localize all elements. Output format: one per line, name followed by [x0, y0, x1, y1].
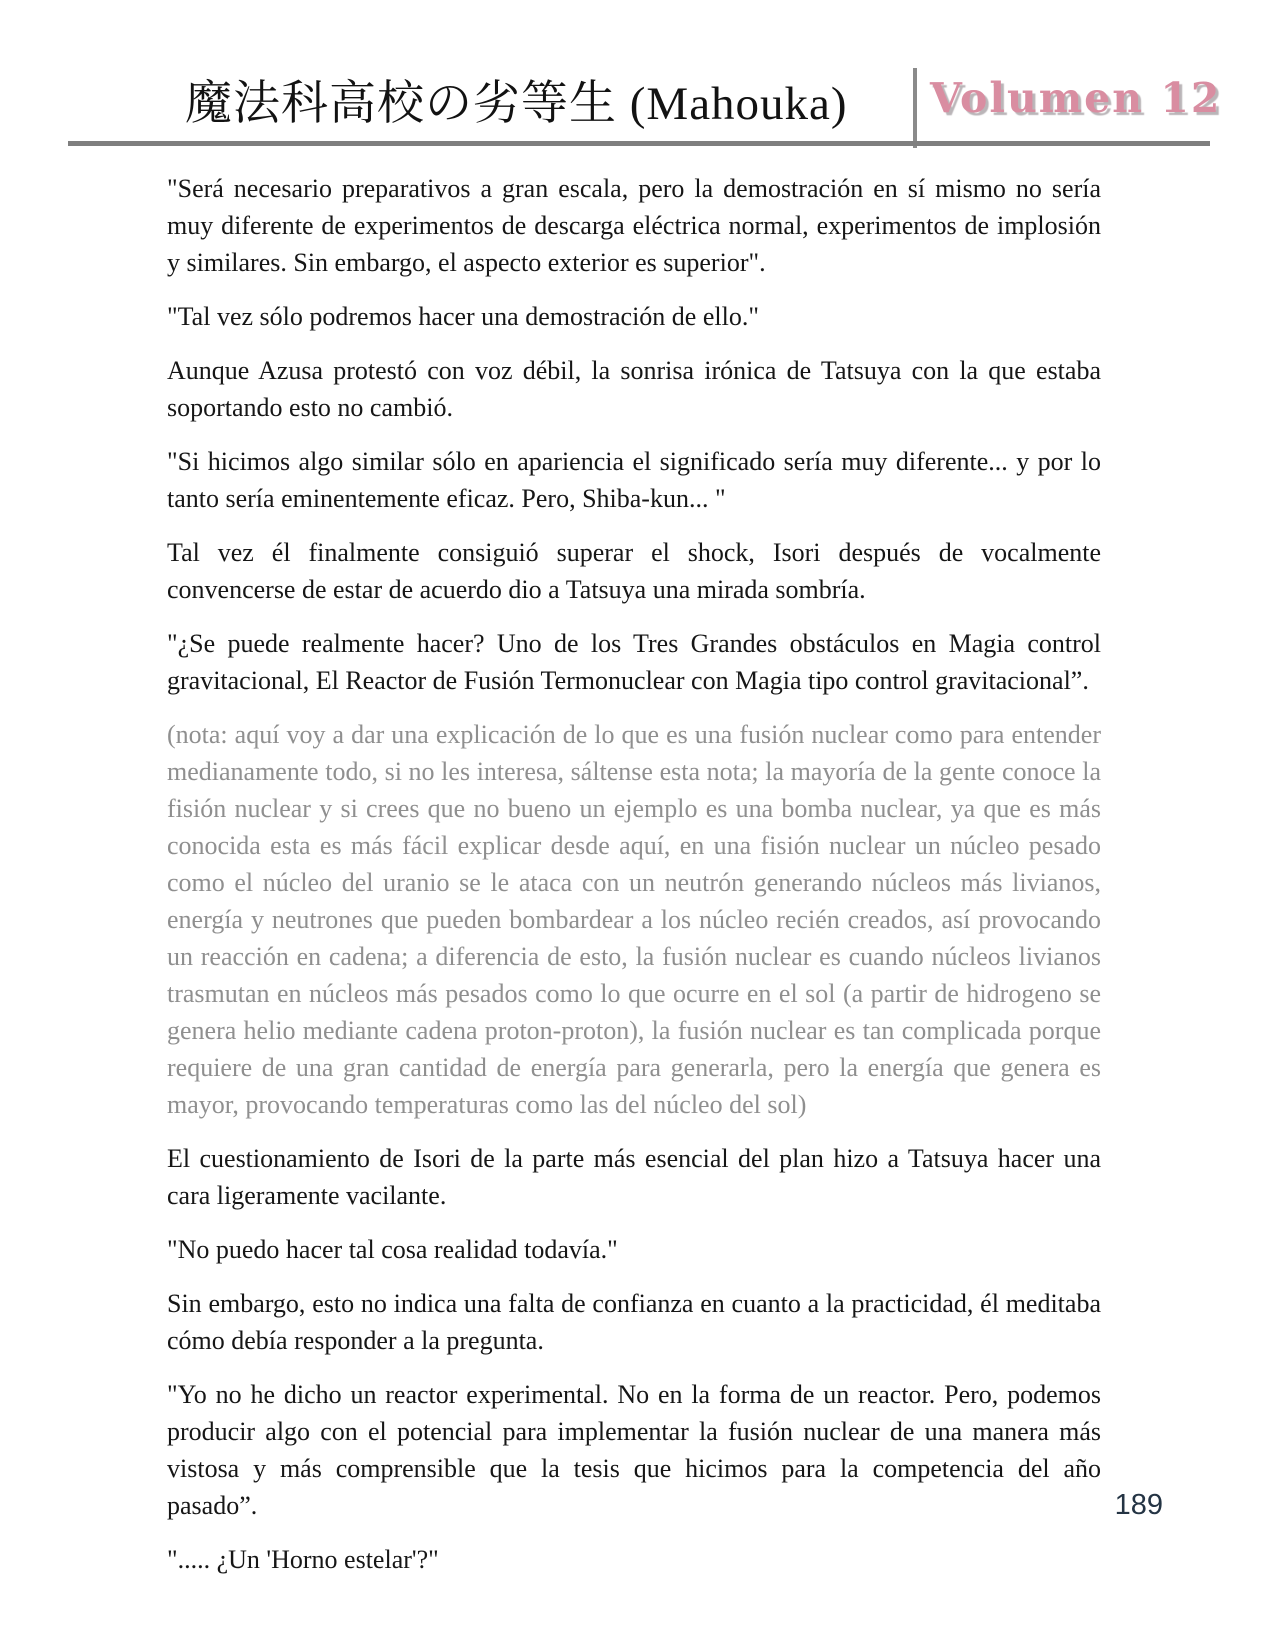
body-paragraph: "Será necesario preparativos a gran escala, pero la demostración en sí mismo no sería muy diferente de experimentos de descarga eléctrica normal, experimentos de implosión y similares. Sin embargo, el aspecto exterior es superior". [167, 174, 1101, 277]
volume-label: Volumen 12 [930, 74, 1222, 122]
body-paragraph: "No puedo hacer tal cosa realidad todavía." [167, 1235, 618, 1264]
header-divider [913, 68, 917, 148]
body-paragraph: "Tal vez sólo podremos hacer una demostración de ello." [167, 302, 759, 331]
body-paragraph: "..... ¿Un 'Horno estelar'?" [167, 1545, 439, 1574]
page-title: 魔法科高校の劣等生 (Mahouka) [185, 78, 848, 130]
body-paragraph: Aunque Azusa protestó con voz débil, la sonrisa irónica de Tatsuya con la que estaba soportando esto no cambió. [167, 356, 1101, 422]
document-body [167, 170, 1101, 1595]
body-paragraph: "¿Se puede realmente hacer? Uno de los Tres Grandes obstáculos en Magia control gravitacional, El Reactor de Fusión Termonuclear con Magia tipo control gravitacional”. [167, 629, 1101, 695]
page-number: 189 [1114, 1489, 1163, 1521]
header-rule [68, 141, 1210, 146]
body-paragraph: El cuestionamiento de Isori de la parte más esencial del plan hizo a Tatsuya hacer una cara ligeramente vacilante. [167, 1144, 1101, 1210]
translator-note-paragraph: (nota: aquí voy a dar una explicación de lo que es una fusión nuclear como para entender medianamente todo, si no les interesa, sáltense esta nota; la mayoría de la gente conoce la fisión nuclear y si crees que no bueno un ejemplo es una bomba nuclear, ya que es más conocida esta es más fácil explicar desde aquí, en una fisión nuclear un núcleo pesado como el núcleo del uranio se le ataca con un neutrón generando núcleos más livianos, energía y neutrones que pueden bombardear a los núcleo recién creados, así provocando un reacción en cadena; a diferencia de esto, la fusión nuclear es cuando núcleos livianos trasmutan en núcleos más pesados como lo que ocurre en el sol (a partir de hidrogeno se genera helio mediante cadena proton-proton), la fusión nuclear es tan complicada porque requiere de una gran cantidad de energía para generarla, pero la energía que genera es mayor, provocando temperaturas como las del núcleo del sol) [167, 720, 1101, 1119]
body-paragraph: "Si hicimos algo similar sólo en apariencia el significado sería muy diferente... y por lo tanto sería eminentemente eficaz. Pero, Shiba-kun... " [167, 447, 1101, 513]
body-paragraph: Tal vez él finalmente consiguió superar el shock, Isori después de vocalmente convencerse de estar de acuerdo dio a Tatsuya una mirada sombría. [167, 538, 1101, 604]
body-paragraph: Sin embargo, esto no indica una falta de confianza en cuanto a la practicidad, él meditaba cómo debía responder a la pregunta. [167, 1289, 1101, 1355]
body-paragraph: "Yo no he dicho un reactor experimental. No en la forma de un reactor. Pero, podemos producir algo con el potencial para implementar la fusión nuclear de una manera más vistosa y más comprensible que la tesis que hicimos para la competencia del año pasado”. [167, 1380, 1101, 1520]
page-header [68, 60, 1222, 142]
